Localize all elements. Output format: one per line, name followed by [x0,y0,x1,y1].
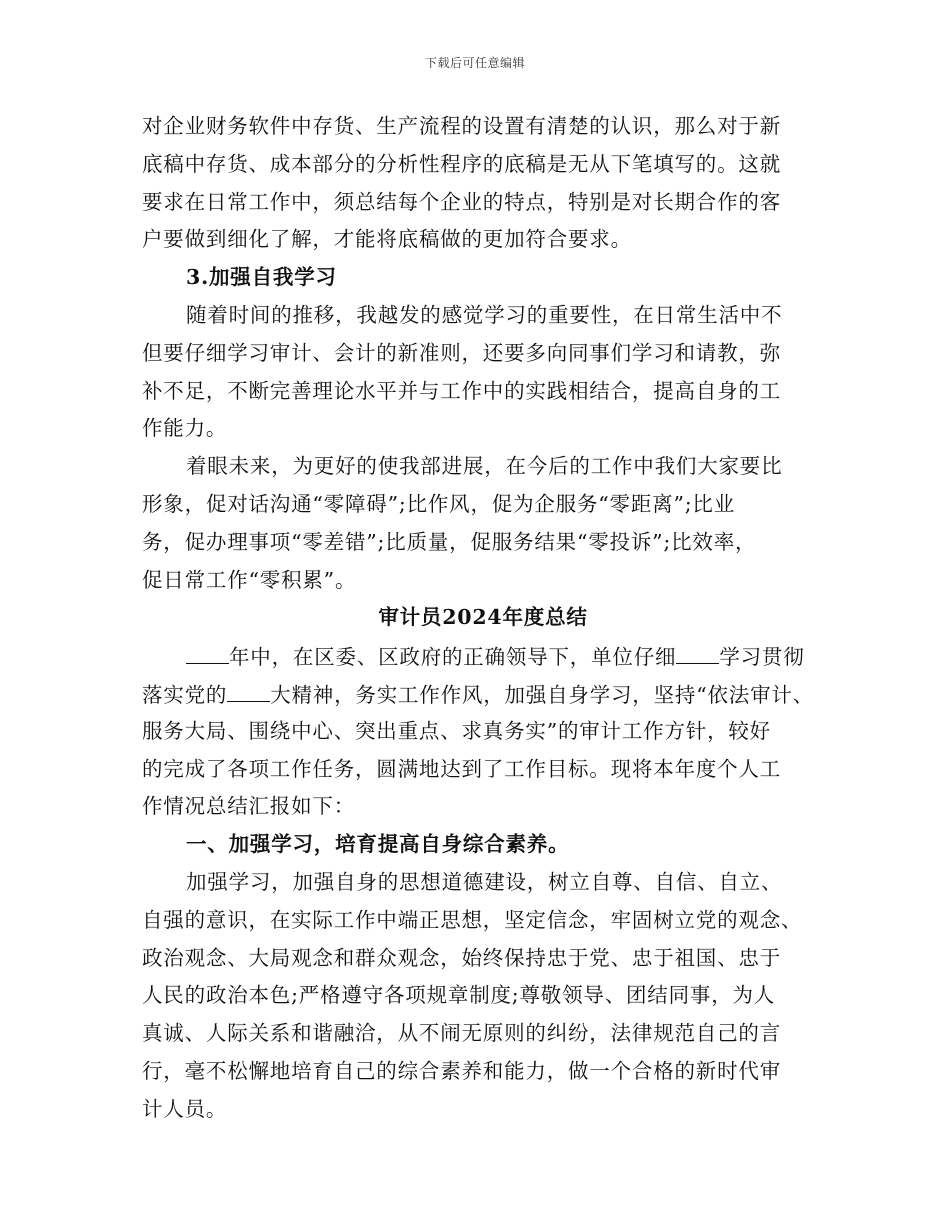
text-line: 要求在日常工作中，须总结每个企业的特点，特别是对长期合作的客 [142,189,781,214]
text-segment: 学习贯彻 [719,645,805,670]
text-segment: 大精神，务实工作作风，加强自身学习，坚持“依法审计、 [270,682,814,707]
text-line: 的完成了各项工作任务，圆满地达到了工作目标。现将本年度个人工 [142,756,781,781]
text-line: 自强的意识，在实际工作中端正思想，坚定信念，牢固树立党的观念、 [142,907,803,932]
text-line: 作能力。 [142,416,228,441]
text-line: 着眼未来，为更好的使我部进展，在今后的工作中我们大家要比 [186,454,783,479]
text-line: 随着时间的推移，我越发的感觉学习的重要性，在日常生活中不 [186,302,783,327]
text-line: 务，促办理事项“零差错”;比质量，促服务结果“零投诉”;比效率， [142,529,757,554]
text-line: 加强学习，加强自身的思想道德建设，树立自尊、自信、自立、 [186,869,783,894]
paragraph-1 [142,108,824,259]
subheading-3: 3.加强自我学习 [186,265,337,290]
paragraph-2 [142,297,824,448]
text-line [142,637,824,675]
text-line: 服务大局、围绕中心、突出重点、求真务实”的审计工作方针，较好 [142,718,771,743]
fill-blank [227,675,270,702]
paragraph-5 [142,864,824,1129]
text-line: 行，毫不松懈地培育自己的综合素养和能力，做一个合格的新时代审 [142,1058,781,1083]
section-1-heading: 一、加强学习，培育提高自身综合素养。 [186,832,570,857]
fill-blank [676,637,719,664]
text-line [142,675,824,713]
text-line: 人民的政治本色;严格遵守各项规章制度;尊敬领导、团结同事，为人 [142,983,776,1008]
paragraph-4 [142,637,824,826]
text-line: 促日常工作“零积累”。 [142,567,357,592]
text-line: 政治观念、大局观念和群众观念，始终保持忠于党、忠于祖国、忠于 [142,945,781,970]
text-line: 对企业财务软件中存货、生产流程的设置有清楚的认识，那么对于新 [142,114,781,138]
text-line: 底稿中存货、成本部分的分析性程序的底稿是无从下笔填写的。这就 [142,151,781,176]
text-segment: 落实党的 [142,682,228,707]
page-header: 下载后可任意编辑 [424,56,525,70]
text-line: 形象，促对话沟通“零障碍”;比作风，促为企服务“零距离”;比业 [142,491,736,516]
text-line: 真诚、人际关系和谐融洽，从不闹无原则的纠纷，法律规范自己的言 [142,1021,781,1046]
document-title: 审计员2024年度总结 [378,605,588,630]
text-line: 作情况总结汇报如下： [142,794,355,819]
text-segment: 年中，在区委、区政府的正确领导下，单位仔细 [229,645,677,670]
text-line: 补不足，不断完善理论水平并与工作中的实践相结合，提高自身的工 [142,378,781,403]
text-line: 但要仔细学习审计、会计的新准则，还要多向同事们学习和请教，弥 [142,340,781,365]
paragraph-3 [142,448,824,599]
text-line: 户要做到细化了解，才能将底稿做的更加符合要求。 [142,227,632,252]
fill-blank [186,637,229,664]
text-line: 计人员。 [142,1096,228,1121]
document-body [142,108,824,1129]
